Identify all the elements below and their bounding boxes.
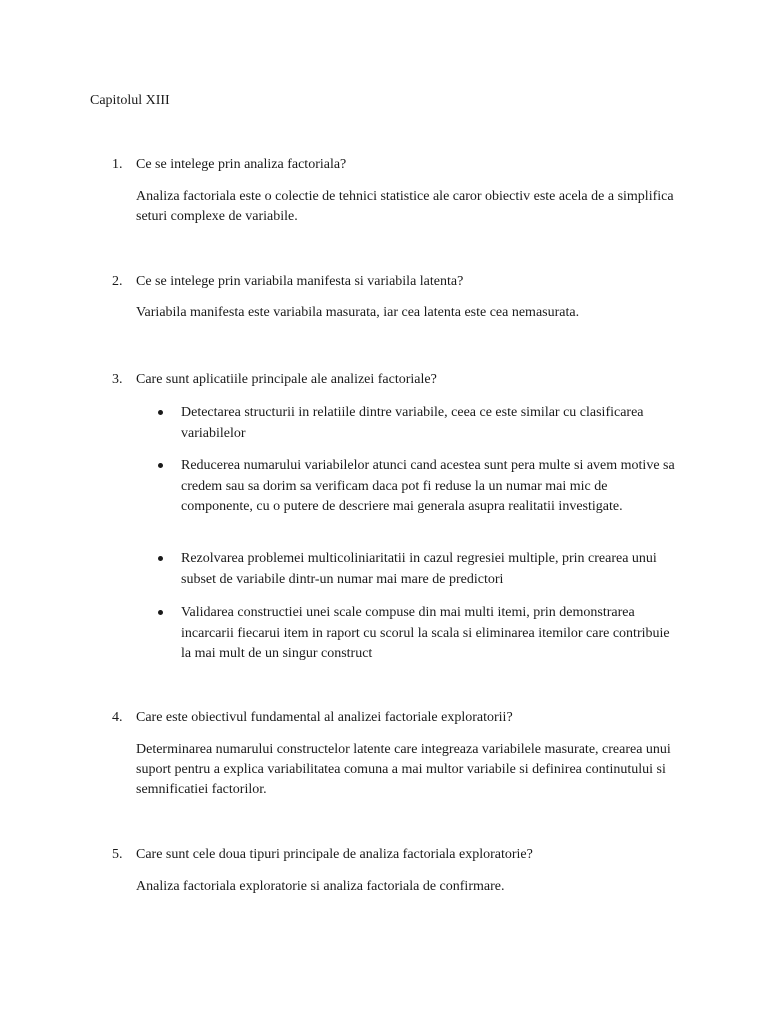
question-2	[112, 272, 463, 292]
answer-5: Analiza factoriala exploratorie si analiza factoriala de confirmare.	[136, 879, 505, 894]
question-text: Care este obiectivul fundamental al analizei factoriale exploratorii?	[136, 710, 513, 725]
answer-4: Determinarea numarului constructelor latente care integreaza variabilele masurate, crearea unui suport pentru a explica variabilitatea comuna a mai multor variabile si definirea continutului si semnificatiei factorilor.	[136, 742, 671, 797]
question-number: 5.	[112, 847, 123, 862]
question-number: 1.	[112, 157, 123, 172]
bullet-text: Reducerea numarului variabilelor atunci cand acestea sunt pera multe si avem motive sa credem sau sa dorim sa verificam daca pot fi reduse la un numar mai mic de componente, cu o putere de descriere mai generala asupra realitatii investigate.	[181, 458, 675, 514]
bullet-dot	[158, 410, 163, 415]
question-1	[112, 155, 346, 175]
question-text: Care sunt aplicatiile principale ale analizei factoriale?	[136, 372, 437, 387]
bullet-dot	[158, 556, 163, 561]
question-text: Care sunt cele doua tipuri principale de analiza factoriala exploratorie?	[136, 847, 533, 862]
question-3	[112, 370, 437, 390]
bullet-text: Rezolvarea problemei multicoliniaritatii in cazul regresiei multiple, prin crearea unui subset de variabile dintr-un numar mai mare de predictori	[181, 551, 657, 587]
bullet-dot	[158, 463, 163, 468]
question-text: Ce se intelege prin variabila manifesta si variabila latenta?	[136, 274, 464, 289]
bullet-text: Validarea constructiei unei scale compuse din mai multi itemi, prin demonstrarea incarcarii fiecarui item in raport cu scorul la scala si eliminarea itemilor care contribuie la mai mult de un singur construct	[181, 605, 670, 661]
question-number: 3.	[112, 372, 123, 387]
question-text: Ce se intelege prin analiza factoriala?	[136, 157, 347, 172]
question-4	[112, 708, 513, 728]
question-number: 2.	[112, 274, 123, 289]
bullet-dot	[158, 610, 163, 615]
chapter-title: Capitolul XIII	[90, 93, 170, 108]
question-number: 4.	[112, 710, 123, 725]
answer-1: Analiza factoriala este o colectie de tehnici statistice ale caror obiectiv este acela de a simplifica seturi complexe de variabile.	[136, 189, 674, 224]
bullet-text: Detectarea structurii in relatiile dintre variabile, ceea ce este similar cu clasificarea variabilelor	[181, 405, 644, 441]
answer-2: Variabila manifesta este variabila masurata, iar cea latenta este cea nemasurata.	[136, 305, 580, 320]
question-5	[112, 845, 533, 865]
